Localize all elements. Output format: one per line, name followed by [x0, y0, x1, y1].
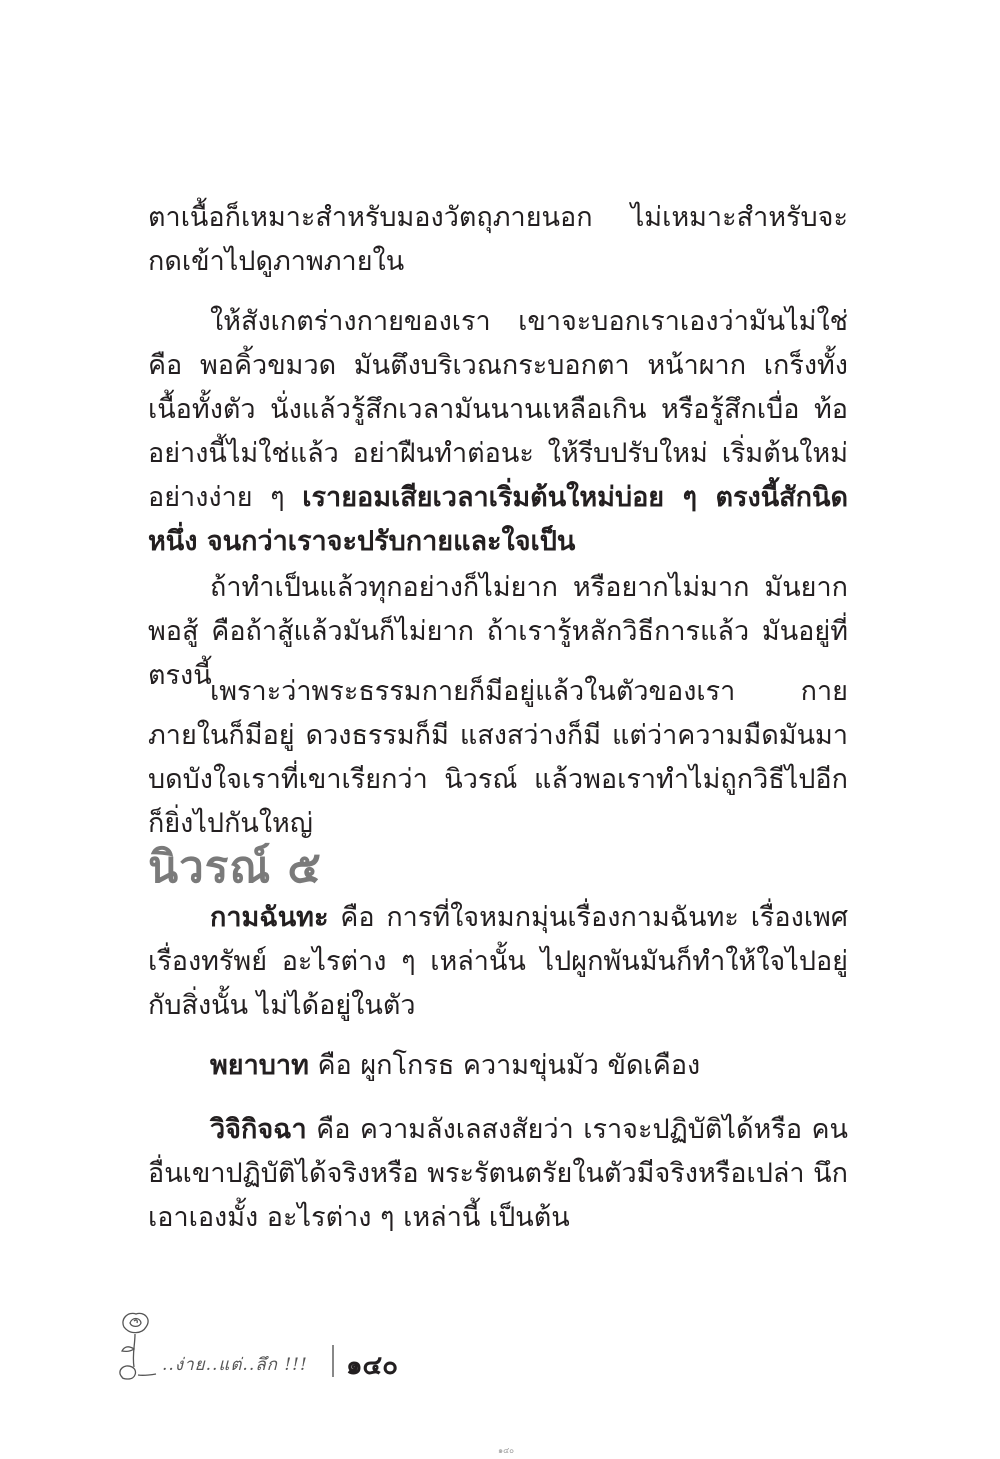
definition-text: คือ ความลังเลสงสัยว่า เราจะปฏิบัติได้หรือ คนอื่นเขาปฏิบัติได้จริงหรือ พระรัตนตรัยในตัวมีจริงหรือเปล่า นึกเอาเองมั้ง อะไรต่าง ๆ เหล่านี้ เป็นต้น: [148, 1114, 848, 1233]
paragraph-2: [148, 300, 848, 564]
definition-text: คือ ผูกโกรธ ความขุ่นมัว ขัดเคือง: [308, 1050, 701, 1081]
rose-icon: [110, 1305, 170, 1385]
page-number: ๑๔๐: [346, 1351, 399, 1381]
paragraph-3: ถ้าทำเป็นแล้วทุกอย่างก็ไม่ยาก หรือยากไม่มาก มันยากพอสู้ คือถ้าสู้แล้วมันก็ไม่ยาก ถ้าเรารู้หลักวิธีการแล้ว มันอยู่ที่ตรงนี้: [148, 572, 848, 691]
paragraph-4: เพราะว่าพระธรรมกายก็มีอยู่แล้วในตัวของเรา กายภายในก็มีอยู่ ดวงธรรมก็มี แสงสว่างก็มี แต่ว่าความมืดมันมาบดบังใจเราที่เขาเรียกว่า นิวรณ์ แล้วพอเราทำไม่ถูกวิธีไปอีกก็ยิ่งไปกันใหญ่: [148, 676, 848, 839]
section-heading: นิวรณ์ ๕: [148, 842, 322, 893]
paragraph-2-bold: เรายอมเสียเวลาเริ่มต้นใหม่บ่อย ๆ ตรงนี้สักนิดหนึ่ง จนกว่าเราจะปรับกายและใจเป็น: [148, 482, 848, 557]
definition-term: วิจิกิจฉา: [210, 1114, 307, 1145]
page-footer: [110, 1305, 430, 1385]
definition-phayabat: [148, 1044, 848, 1088]
paragraph-1: ตาเนื้อก็เหมาะสำหรับมองวัตถุภายนอก ไม่เหมาะสำหรับจะกดเข้าไปดูภาพภายใน: [148, 202, 848, 277]
footer-slogan: ..ง่าย..แต่..ลึก !!!: [162, 1355, 308, 1375]
definition-text: คือ การที่ใจหมกมุ่นเรื่องกามฉันทะ เรื่องเพศ เรื่องทรัพย์ อะไรต่าง ๆ เหล่านั้น ไปผูกพันมันก็ทำให้ใจไปอยู่กับสิ่งนั้น ไม่ได้อยู่ในตัว: [148, 902, 848, 1021]
definition-term: กามฉันทะ: [210, 902, 329, 933]
definition-kamachanda: [148, 896, 848, 1028]
page-mark: ๑๔๐: [498, 1446, 515, 1455]
footer-divider: [332, 1345, 334, 1377]
definition-vicikiccha: [148, 1108, 848, 1240]
definition-term: พยาบาท: [210, 1050, 309, 1081]
paragraph-2-text: ให้สังเกตร่างกายของเรา เขาจะบอกเราเองว่ามันไม่ใช่ คือ พอคิ้วขมวด มันตึงบริเวณกระบอกตา หน้าผาก เกร็งทั้งเนื้อทั้งตัว นั่งแล้วรู้สึกเวลามันนานเหลือเกิน หรือรู้สึกเบื่อ ท้อ อย่างนี้ไม่ใช่แล้ว อย่าฝืนทำต่อนะ ให้รีบปรับใหม่ เริ่มต้นใหม่อย่างง่าย ๆ: [148, 306, 848, 513]
